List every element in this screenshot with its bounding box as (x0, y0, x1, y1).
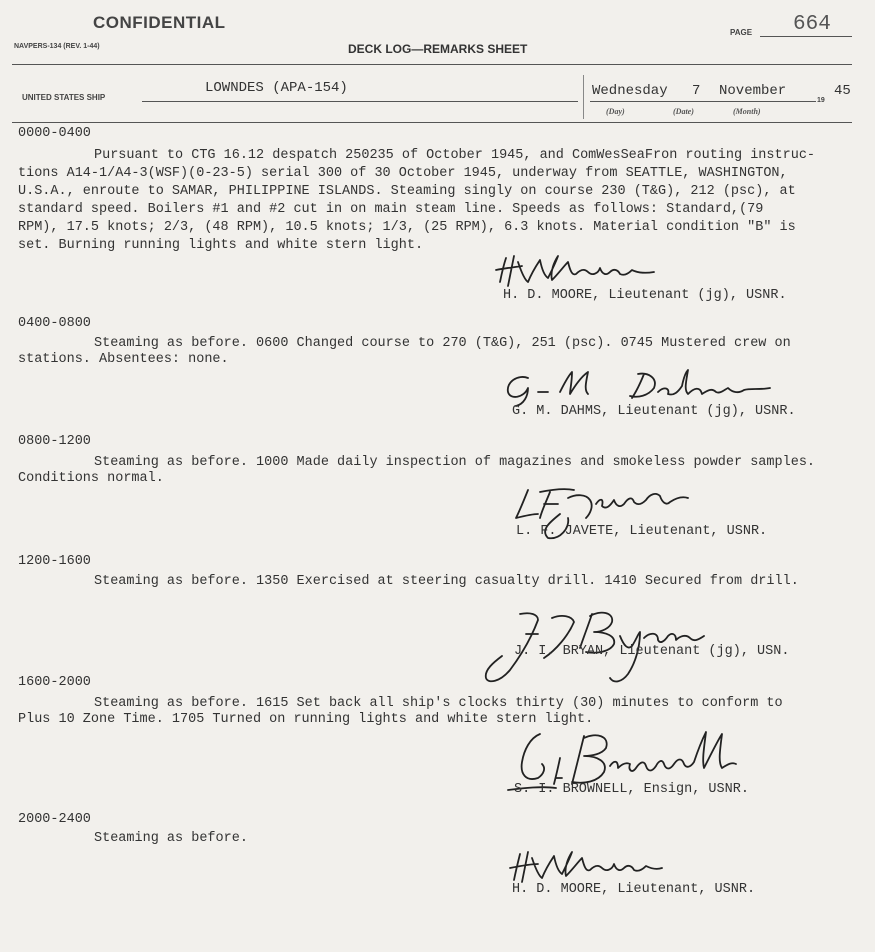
log-text-line: standard speed. Boilers #1 and #2 cut in on main steam line. Speeds as follows: Standard,(79 (18, 202, 764, 217)
date-caption: (Date) (673, 107, 694, 116)
ship-name-line (142, 101, 578, 102)
day-caption: (Day) (606, 107, 625, 116)
log-day: Wednesday (592, 83, 668, 99)
page-label: PAGE (730, 28, 753, 37)
year-suffix: 45 (834, 83, 851, 99)
year-prefix: 19 (817, 97, 825, 104)
officer-signature-name: S. I. BROWNELL, Ensign, USNR. (514, 782, 749, 797)
watch-period: 1600-2000 (18, 675, 91, 690)
form-id: NAVPERS-134 (REV. 1-44) (14, 43, 100, 50)
handwritten-signature (492, 252, 662, 292)
watch-period: 0000-0400 (18, 126, 91, 141)
log-text-line: Plus 10 Zone Time. 1705 Turned on running lights and white stern light. (18, 712, 594, 727)
log-text-line: Pursuant to CTG 16.12 despatch 250235 of October 1945, and ComWesSeaFron routing instruc- (94, 148, 816, 163)
log-text-line: RPM), 17.5 knots; 2/3, (48 RPM), 10.5 knots; 1/3, (25 RPM), 6.3 knots. Material condition "B" is (18, 220, 796, 235)
handwritten-signature (498, 366, 778, 406)
log-text-line: Steaming as before. 1000 Made daily inspection of magazines and smokeless powder samples. (94, 455, 816, 470)
log-text-line: U.S.A., enroute to SAMAR, PHILIPPINE ISLANDS. Steaming singly on course 230 (T&G), 212 (psc), at (18, 184, 796, 199)
header-bottom-rule (12, 122, 852, 123)
officer-signature-name: H. D. MOORE, Lieutenant (jg), USNR. (503, 288, 787, 303)
classification-header: CONFIDENTIAL (93, 13, 226, 32)
log-text-line: set. Burning running lights and white stern light. (18, 238, 424, 253)
log-text-line: tions A14-1/A4-3(WSF)(0-23-5) serial 300 of 30 October 1945, underway from SEATTLE, WASHINGTON, (18, 166, 788, 181)
log-text-line: Steaming as before. 1615 Set back all ship's clocks thirty (30) minutes to conform to (94, 696, 783, 711)
page-number-line (760, 36, 852, 37)
officer-signature-name: H. D. MOORE, Lieutenant, USNR. (512, 882, 756, 897)
ship-date-divider (583, 75, 584, 119)
log-text-line: stations. Absentees: none. (18, 352, 229, 367)
officer-signature-name: J. I. BRYAN, Lieutenant (jg), USN. (514, 644, 790, 659)
log-text-line: Steaming as before. (94, 831, 248, 846)
watch-period: 0400-0800 (18, 316, 91, 331)
date-line (590, 101, 816, 102)
header-top-rule (12, 64, 852, 65)
watch-period: 0800-1200 (18, 434, 91, 449)
watch-period: 2000-2400 (18, 812, 91, 827)
ship-name: LOWNDES (APA-154) (205, 80, 348, 96)
log-month: November (719, 83, 787, 99)
sheet-title: DECK LOG—REMARKS SHEET (348, 42, 528, 56)
month-caption: (Month) (733, 107, 761, 116)
officer-signature-name: G. M. DAHMS, Lieutenant (jg), USNR. (512, 404, 796, 419)
log-text-line: Conditions normal. (18, 471, 164, 486)
watch-period: 1200-1600 (18, 554, 91, 569)
page-number: 664 (793, 13, 831, 36)
log-text-line: Steaming as before. 1350 Exercised at steering casualty drill. 1410 Secured from drill. (94, 574, 799, 589)
ship-label: UNITED STATES SHIP (22, 93, 106, 102)
officer-signature-name: L. F. JAVETE, Lieutenant, USNR. (516, 524, 768, 539)
log-date: 7 (692, 83, 701, 99)
log-text-line: Steaming as before. 0600 Changed course to 270 (T&G), 251 (psc). 0745 Mustered crew on (94, 336, 791, 351)
